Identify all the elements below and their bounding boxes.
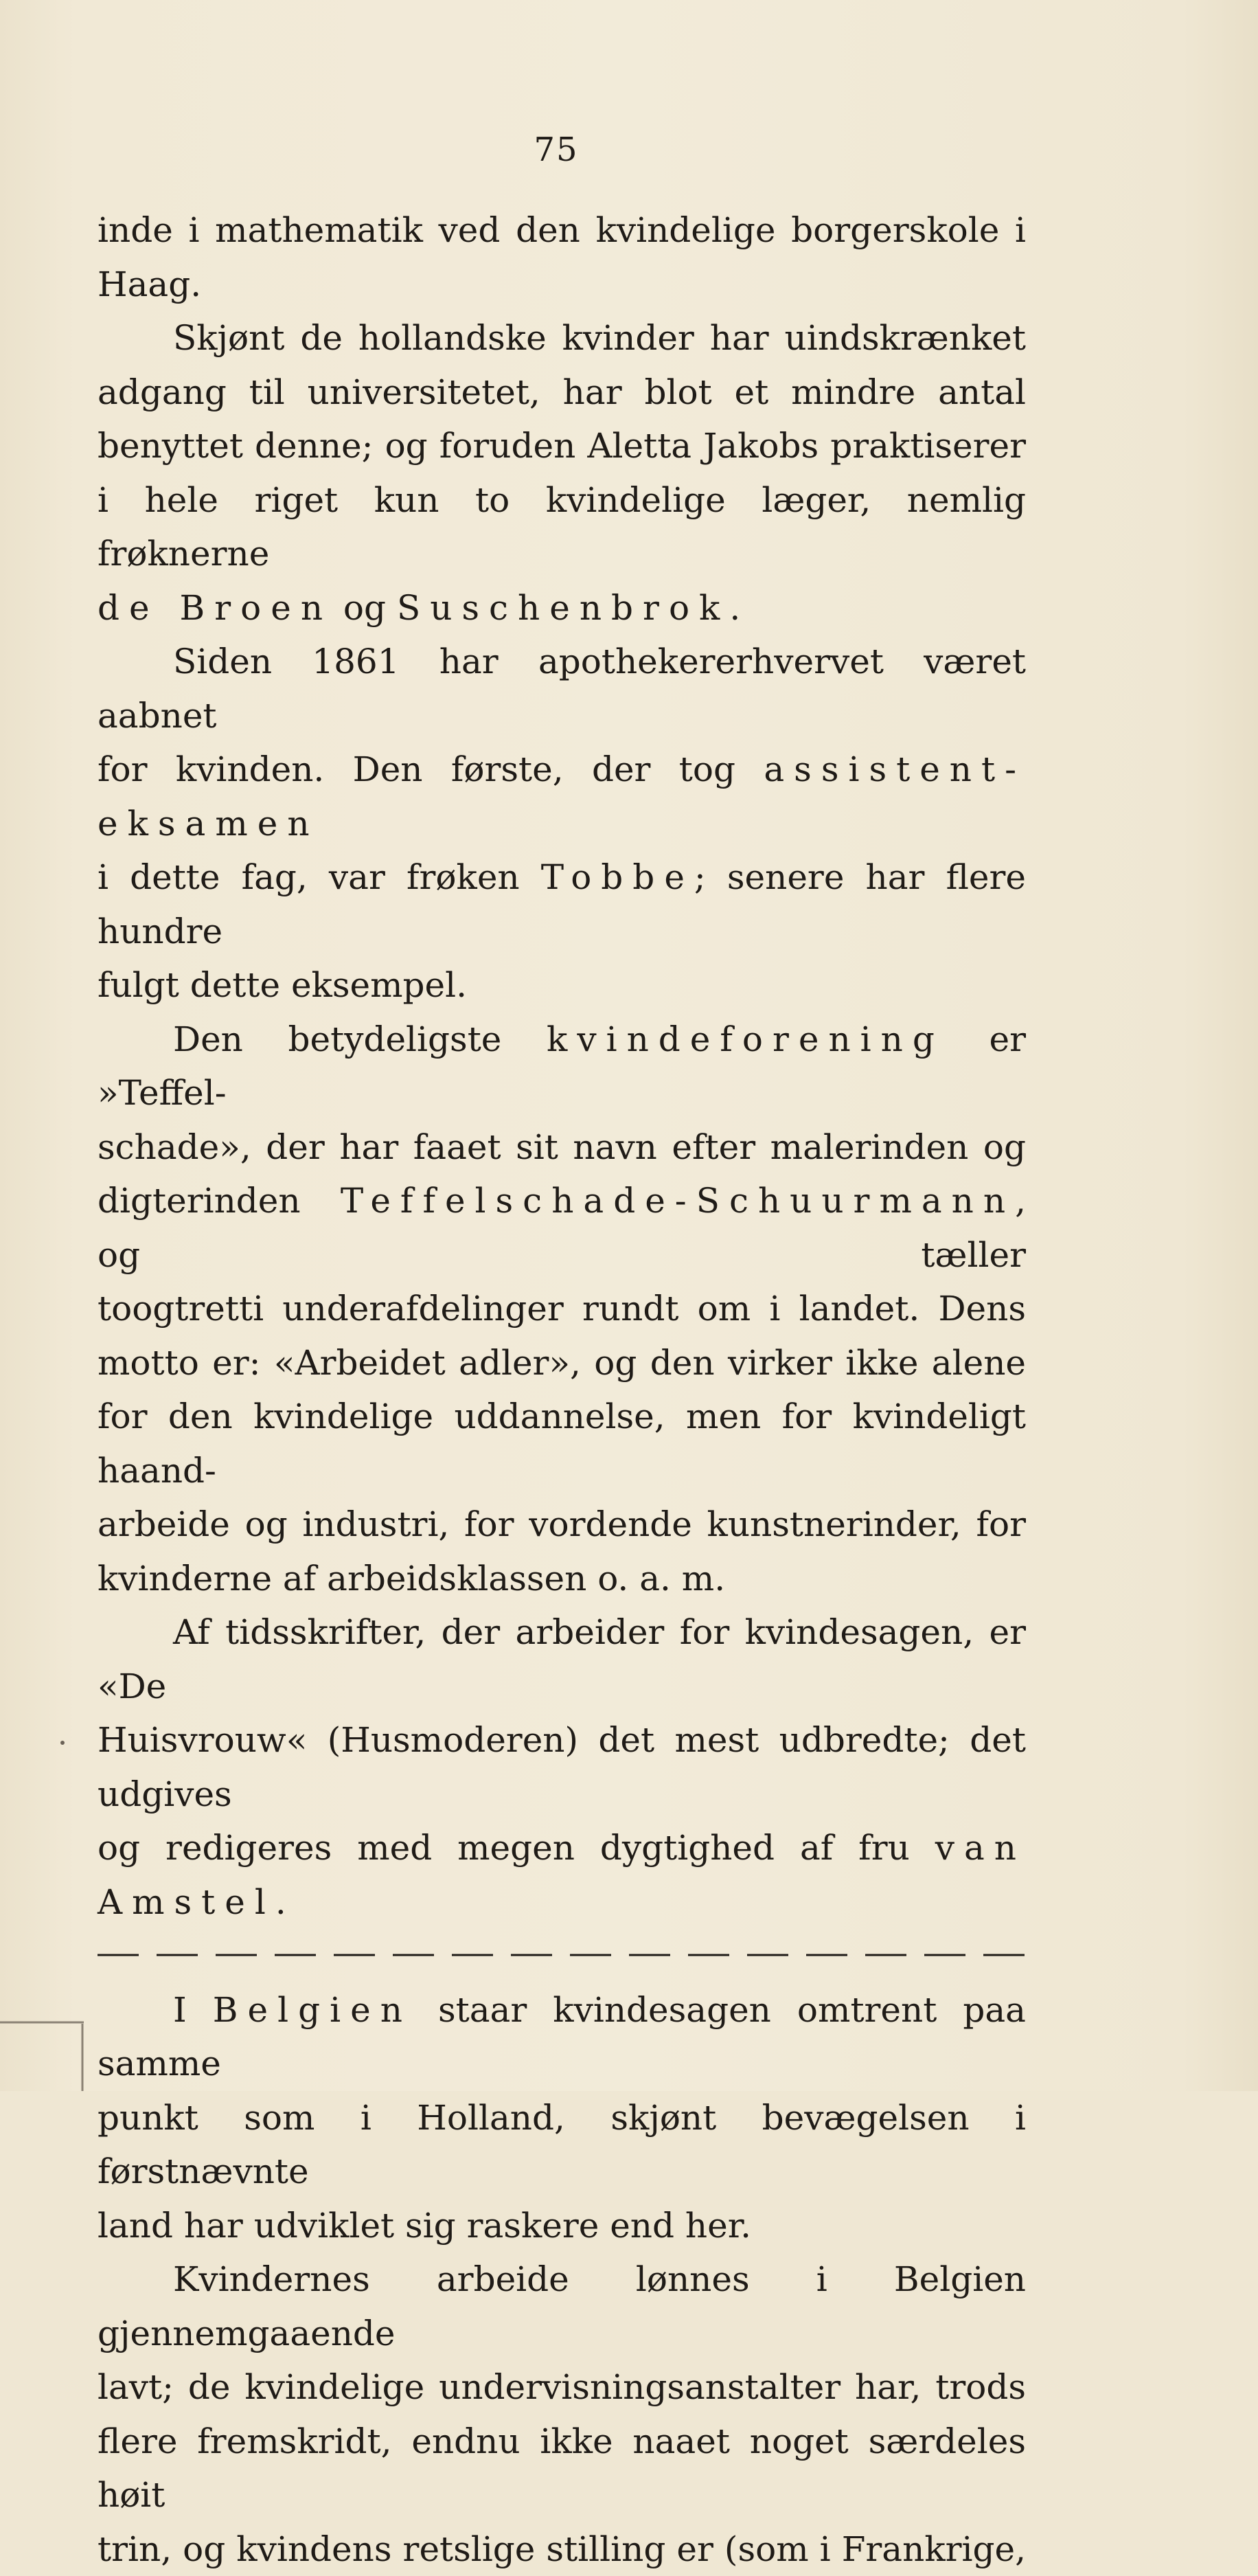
spaced-emphasis: Belgien [213, 1990, 412, 2030]
text-run: toogtretti underafdelinger rundt om i landet. Dens [98, 1289, 1026, 1329]
text-line [98, 2522, 1026, 2576]
text-run: kvinderne af arbeidsklassen o. a. m. [98, 1559, 725, 1598]
text-run: Den betydeligste [173, 1019, 547, 1059]
text-run: motto er: «Arbeidet adler», og den virker ikke alene [98, 1343, 1026, 1383]
text-line [98, 2415, 1026, 2522]
text-run: og [332, 588, 397, 628]
text-line [98, 1174, 1026, 1282]
text-run: . [729, 588, 740, 628]
spaced-emphasis: assistent-eksamen [98, 749, 1026, 844]
text-run: adgang til universitetet, har blot et mindre antal [98, 372, 1026, 412]
spaced-emphasis: Tobbe [541, 857, 694, 897]
text-line [98, 2199, 1026, 2253]
text-line [98, 1713, 1026, 1821]
text-run: for kvinden. Den første, der tog [98, 749, 764, 789]
text-run: Huisvrouw« (Husmoderen) det mest udbredte; det udgives [98, 1720, 1026, 1814]
text-line [98, 850, 1026, 958]
dashed-rule [98, 1952, 1026, 1958]
text-run: lavt; de kvindelige undervisningsanstalter har, trods [98, 2367, 1026, 2407]
body-text [98, 203, 1026, 2576]
text-line [98, 635, 1026, 743]
text-line [98, 1120, 1026, 1175]
text-line [98, 1282, 1026, 1336]
text-line [98, 258, 1026, 312]
text-run: Af tidsskrifter, der arbeider for kvindesagen, er «De [98, 1612, 1026, 1706]
paragraph [98, 2252, 1026, 2576]
text-line [98, 365, 1026, 420]
text-line [98, 1390, 1026, 1498]
text-run: i hele riget kun to kvindelige læger, nemlig frøknerne [98, 480, 1026, 574]
text-run: og redigeres med megen dygtighed af fru [98, 1828, 935, 1868]
paragraph [98, 635, 1026, 1013]
text-run: trin, og kvindens retslige stilling er (som i Frankrige, [98, 2529, 1026, 2569]
spaced-emphasis: kvindeforening [547, 1019, 944, 1059]
spaced-emphasis: de Broen [98, 588, 332, 628]
text-line [98, 473, 1026, 581]
text-line [98, 2360, 1026, 2415]
text-run: benyttet denne; og foruden Aletta Jakobs praktiserer [98, 426, 1026, 466]
text-line [98, 2091, 1026, 2199]
text-line [98, 2252, 1026, 2360]
text-run: arbeide og industri, for vordende kunstnerinder, for [98, 1504, 1026, 1544]
text-run: schade», der har faaet sit navn efter malerinden og [98, 1127, 1026, 1167]
page-corner-marks [0, 2003, 88, 2091]
text-line [98, 743, 1026, 850]
text-line [98, 581, 1026, 635]
text-line [98, 1552, 1026, 1606]
page-number: 75 [0, 131, 1112, 169]
paragraph [98, 1605, 1026, 1929]
paragraph [98, 1013, 1026, 1606]
text-run: inde i mathematik ved den kvindelige borgerskole i [98, 210, 1026, 250]
text-run: punkt som i Holland, skjønt bevægelsen i førstnævnte [98, 2098, 1026, 2192]
text-line [98, 203, 1026, 258]
text-run: for den kvindelige uddannelse, men for kvindeligt haand- [98, 1397, 1026, 1491]
paragraph [98, 311, 1026, 635]
margin-dot [60, 1741, 65, 1745]
text-run: Skjønt de hollandske kvinder har uindskrænket [173, 318, 1026, 358]
text-run: Siden 1861 har apothekererhvervet været aabnet [98, 642, 1026, 736]
text-run: . [275, 1882, 286, 1922]
text-line [98, 1605, 1026, 1713]
spaced-emphasis: Teffelschade-Schuurmann [341, 1181, 1015, 1221]
text-line [98, 1013, 1026, 1120]
text-line [98, 1983, 1026, 2091]
text-run: land har udviklet sig raskere end her. [98, 2206, 751, 2246]
text-run: digterinden [98, 1181, 341, 1221]
text-run: staar kvindesagen omtrent paa samme [98, 1990, 1026, 2084]
spaced-emphasis: van Amstel [98, 1828, 1026, 1922]
text-run: i dette fag, var frøken [98, 857, 541, 897]
text-line [98, 419, 1026, 473]
text-run: Haag. [98, 264, 201, 304]
paragraph [98, 1983, 1026, 2253]
text-run: fulgt dette eksempel. [98, 965, 467, 1005]
text-run: er »Teffel- [98, 1019, 1026, 1114]
text-line [98, 1821, 1026, 1929]
paragraph [98, 203, 1026, 311]
text-line [98, 1498, 1026, 1552]
text-run: Kvindernes arbeide lønnes i Belgien gjennemgaaende [98, 2259, 1026, 2353]
text-line [98, 311, 1026, 365]
text-line [98, 958, 1026, 1013]
text-run: ; senere har flere hundre [98, 857, 1026, 951]
text-run: , og tæller [98, 1181, 1026, 1275]
section-divider [98, 1929, 1026, 1983]
text-run: flere fremskridt, endnu ikke naaet noget særdeles høit [98, 2421, 1026, 2516]
spaced-emphasis: Suschenbrok [397, 588, 729, 628]
text-line [98, 1336, 1026, 1390]
text-run: I [173, 1990, 213, 2030]
